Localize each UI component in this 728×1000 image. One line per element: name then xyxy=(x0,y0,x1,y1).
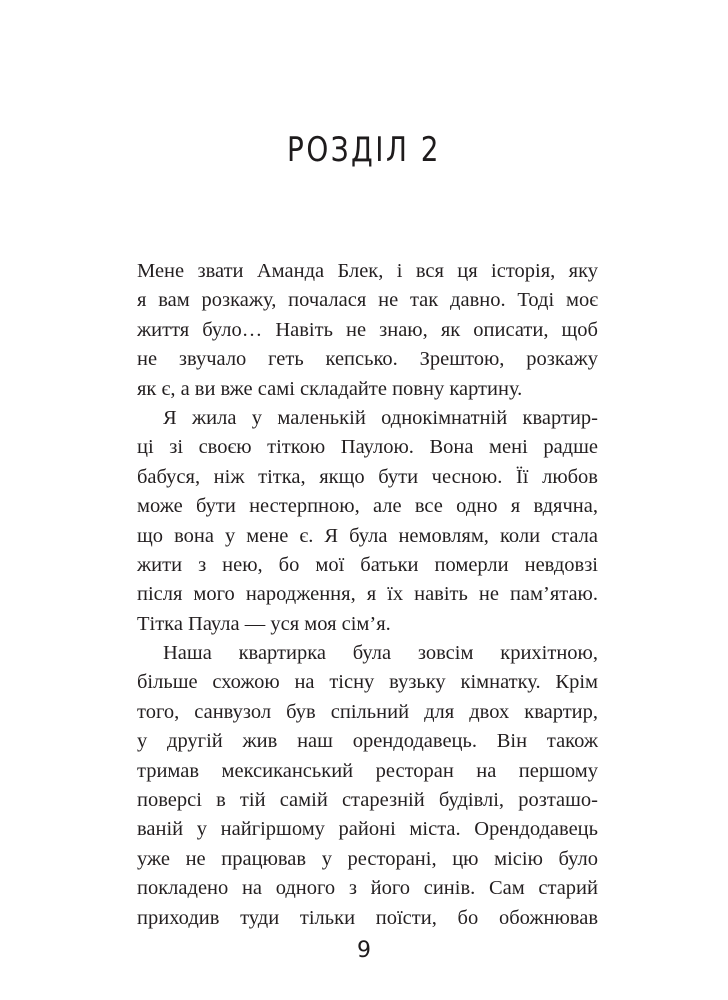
text-line: бабуся, ніж тітка, якщо бути чесною. Її любов xyxy=(137,465,598,488)
text-line: ці зі своєю тіткою Паулою. Вона мені радше xyxy=(137,436,598,459)
text-line: більше схожою на тісну вузьку кімнатку. Крім xyxy=(137,671,598,694)
page-number: 9 xyxy=(357,938,371,963)
text-line: я вам розкажу, почалася не так давно. Тоді моє xyxy=(137,289,598,312)
text-line: не звучало геть кепсько. Зрештою, розкажу xyxy=(137,348,598,371)
text-line: поверсі в тій самій старезній будівлі, розташо- xyxy=(137,789,598,812)
text-line: Тітка Паула — уся моя сім’я. xyxy=(137,612,391,635)
text-line: як є, а ви вже самі складайте повну картину. xyxy=(137,377,523,400)
text-line: Наша квартирка була зовсім крихітною, xyxy=(163,642,598,665)
body-text xyxy=(137,257,598,933)
text-line: жити з нею, бо мої батьки померли невдовзі xyxy=(137,553,598,576)
text-line: тримав мексиканський ресторан на першому xyxy=(137,759,598,782)
text-line: може бути нестерпною, але все одно я вдячна, xyxy=(137,495,598,518)
text-line: Мене звати Аманда Блек, і вся ця історія, яку xyxy=(137,260,598,282)
text-line: у другій жив наш орендодавець. Він також xyxy=(137,730,598,753)
text-line: життя було… Навіть не знаю, як описати, щоб xyxy=(137,318,598,341)
text-line: ваній у найгіршому районі міста. Орендодавець xyxy=(137,818,598,841)
chapter-title: РОЗДІЛ 2 xyxy=(287,130,441,170)
text-line: покладено на одного з його синів. Сам старий xyxy=(137,877,598,900)
text-line: уже не працював у ресторані, цю місію було xyxy=(137,847,598,870)
text-line: Я жила у маленькій однокімнатній квартир- xyxy=(163,406,598,429)
text-line: після мого народження, я їх навіть не пам’ятаю. xyxy=(137,583,598,606)
text-line: приходив туди тільки поїсти, бо обожнював xyxy=(137,906,598,929)
text-line: що вона у мене є. Я була немовлям, коли стала xyxy=(137,524,598,547)
text-line: того, санвузол був спільний для двох квартир, xyxy=(137,700,598,723)
